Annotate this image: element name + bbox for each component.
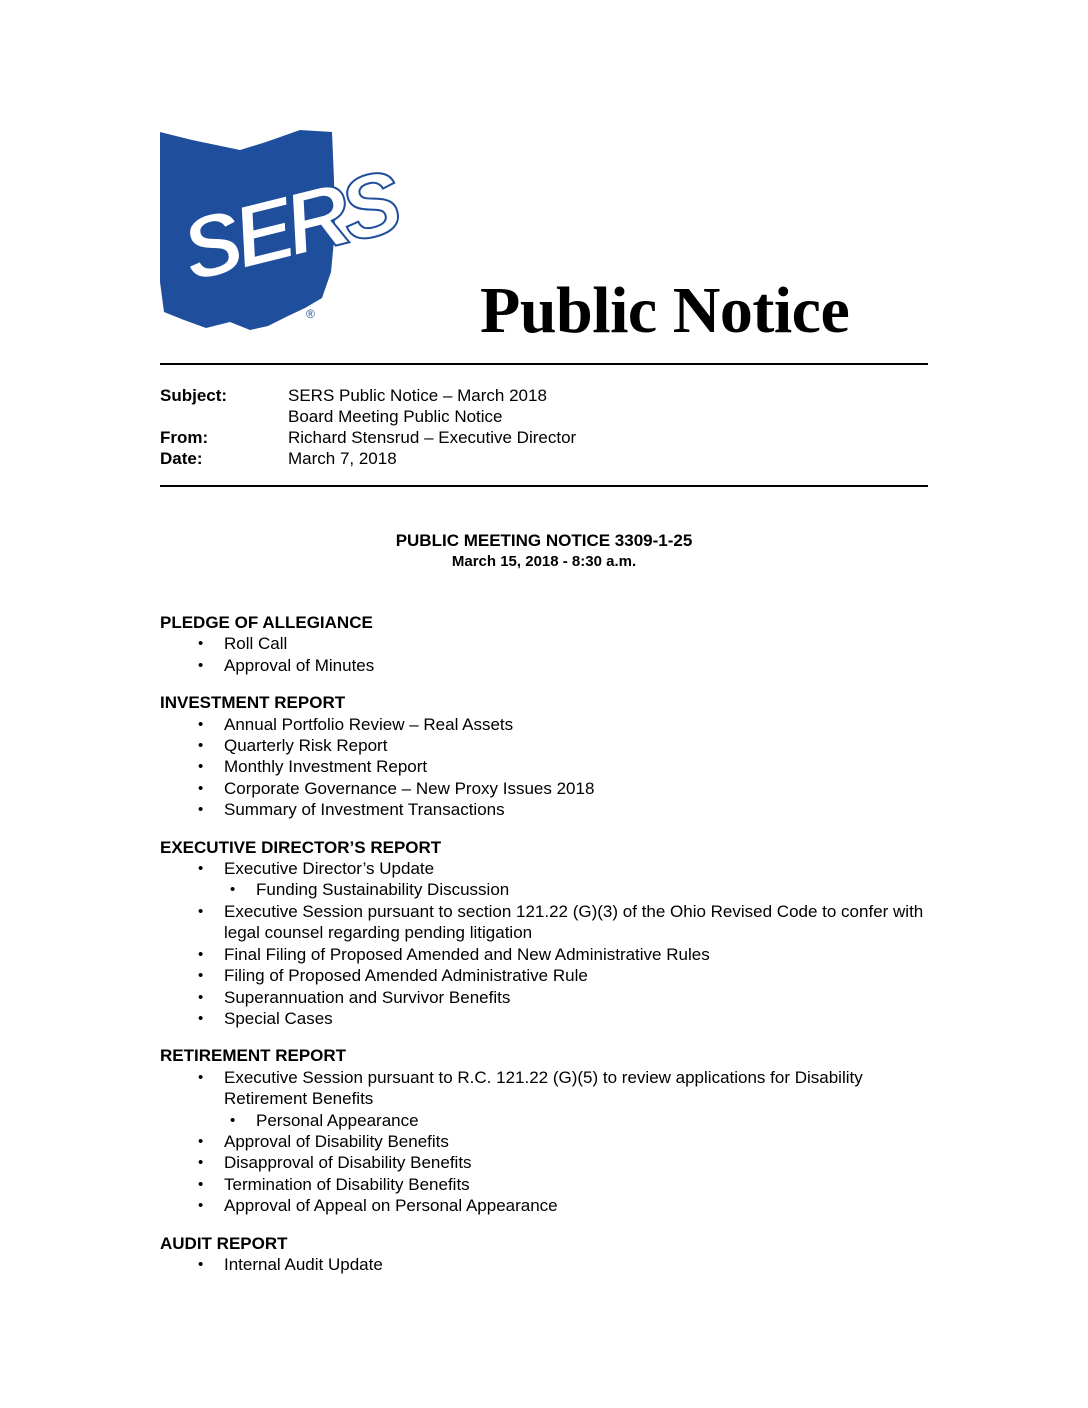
section-executive-director <box>160 837 928 1030</box>
agenda <box>160 612 928 1291</box>
subject-label: Subject: <box>160 386 228 405</box>
section-retirement <box>160 1045 928 1216</box>
logo-lettering: SERS <box>172 151 406 301</box>
ohio-state-shape-icon <box>160 132 406 332</box>
section-heading: PLEDGE OF ALLEGIANCE <box>160 613 373 632</box>
memo-from-row <box>160 427 908 448</box>
registered-mark: ® <box>306 307 315 321</box>
meeting-heading: PUBLIC MEETING NOTICE 3309-1-25 <box>395 531 693 550</box>
agenda-item: • Internal Audit Update <box>160 1254 928 1275</box>
subject-line-2: Board Meeting Public Notice <box>288 407 503 426</box>
memo-subject-row <box>160 385 908 427</box>
page-title: Public Notice <box>480 274 850 347</box>
agenda-item: • Executive Session pursuant to section 121.22 (G)(3) of the Ohio Revised Code to confer with legal counsel regarding pending litigation <box>160 901 928 944</box>
agenda-item: • Annual Portfolio Review – Real Assets <box>160 714 928 735</box>
agenda-item: • Executive Session pursuant to R.C. 121.22 (G)(5) to review applications for Disability Retirement Benefits <box>160 1067 928 1110</box>
bottom-divider <box>160 485 928 487</box>
agenda-item: • Approval of Minutes <box>160 655 928 676</box>
meeting-datetime: March 15, 2018 - 8:30 a.m. <box>451 553 637 570</box>
date-value: March 7, 2018 <box>288 449 397 468</box>
section-pledge <box>160 612 928 676</box>
agenda-item: • Filing of Proposed Amended Administrative Rule <box>160 965 928 986</box>
agenda-item: • Superannuation and Survivor Benefits <box>160 987 928 1008</box>
section-heading: INVESTMENT REPORT <box>160 693 346 713</box>
agenda-item: • Roll Call <box>160 633 928 654</box>
section-investment <box>160 692 928 820</box>
sers-logo <box>160 132 406 332</box>
subject-line-1: SERS Public Notice – March 2018 <box>288 386 547 405</box>
agenda-item: • Quarterly Risk Report <box>160 735 928 756</box>
section-audit <box>160 1233 928 1276</box>
section-heading: RETIREMENT REPORT <box>160 1046 347 1066</box>
agenda-item: • Disapproval of Disability Benefits <box>160 1152 928 1173</box>
agenda-item: • Executive Director’s Update <box>160 858 928 879</box>
agenda-subitem: • Personal Appearance <box>160 1110 928 1131</box>
from-label: From: <box>160 428 209 447</box>
agenda-item: • Monthly Investment Report <box>160 756 928 777</box>
top-divider <box>160 363 928 365</box>
agenda-item: • Special Cases <box>160 1008 928 1029</box>
date-label: Date: <box>160 449 203 468</box>
section-heading: EXECUTIVE DIRECTOR’S REPORT <box>160 837 442 857</box>
agenda-subitem: • Funding Sustainability Discussion <box>160 879 928 900</box>
memo-date-row <box>160 448 908 469</box>
agenda-item: • Termination of Disability Benefits <box>160 1174 928 1195</box>
memo-header <box>160 385 908 469</box>
agenda-item: • Approval of Appeal on Personal Appearance <box>160 1195 928 1216</box>
agenda-item: • Approval of Disability Benefits <box>160 1131 928 1152</box>
agenda-item: • Corporate Governance – New Proxy Issues 2018 <box>160 778 928 799</box>
section-heading: AUDIT REPORT <box>160 1233 288 1253</box>
subject-value <box>288 385 908 427</box>
from-value: Richard Stensrud – Executive Director <box>288 428 577 447</box>
agenda-item: • Summary of Investment Transactions <box>160 799 928 820</box>
agenda-item: • Final Filing of Proposed Amended and New Administrative Rules <box>160 944 928 965</box>
